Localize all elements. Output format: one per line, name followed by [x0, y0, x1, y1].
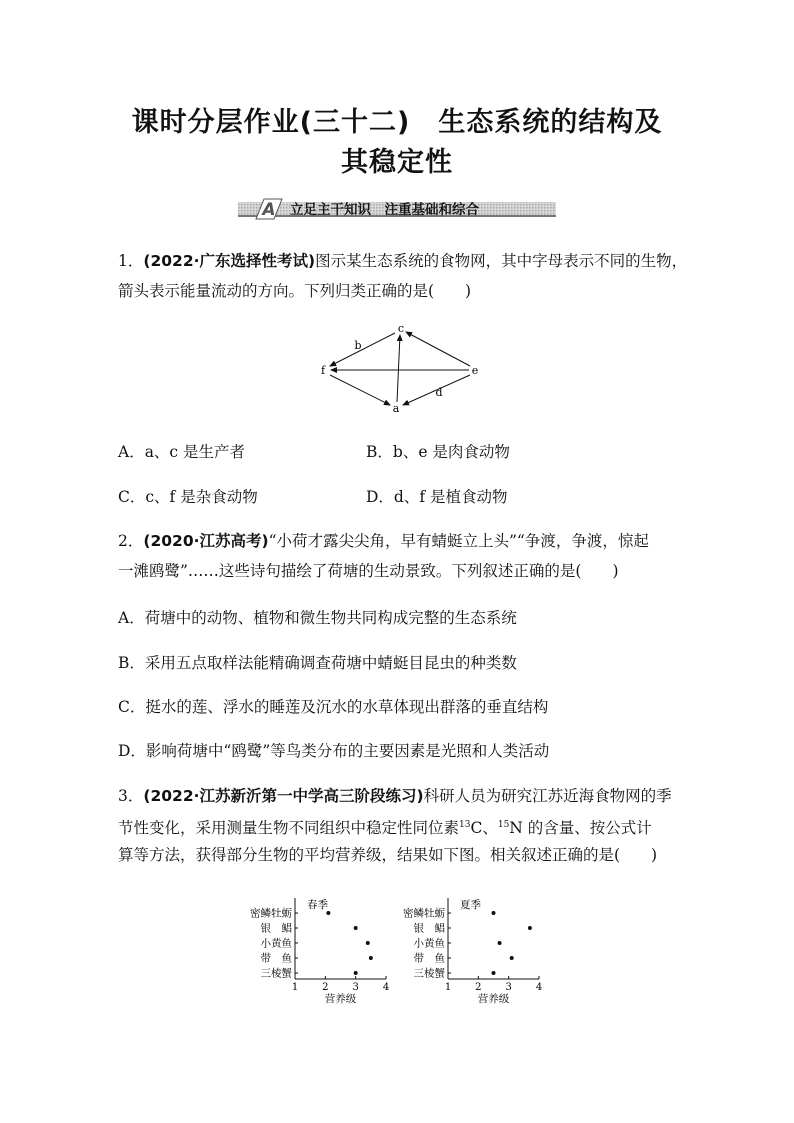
data-point — [510, 956, 514, 960]
x-tick-label: 3 — [352, 982, 359, 993]
q2-line2: 一滩鸥鹭”……这些诗句描绘了荷塘的生动景致。下列叙述正确的是( ) — [118, 562, 619, 580]
q3-line2: 节性变化，采用测量生物不同组织中稳定性同位素$^{13}$C、$^{15}$N 的含量、按公式计 — [118, 819, 652, 838]
data-point — [366, 941, 370, 945]
category-label: 密鳞牡蛎 — [403, 907, 445, 920]
q2-option-a[interactable]: A．荷塘中的动物、植物和微生物共同构成完整的生态系统 — [118, 609, 517, 627]
node-f: f — [320, 364, 326, 377]
node-c: c — [397, 322, 405, 335]
data-point — [498, 941, 502, 945]
x-tick-label: 4 — [382, 982, 390, 993]
banner-letter: A — [262, 200, 276, 220]
category-label: 三棱蟹 — [260, 967, 292, 980]
category-label: 银 鲳 — [260, 922, 292, 935]
category-label: 三棱蟹 — [413, 967, 445, 980]
q1-line1: 1．(2022·广东选择性考试)图示某生态系统的食物网，其中字母表示不同的生物， — [118, 252, 688, 270]
page-title-line2: 其稳定性 — [341, 147, 453, 178]
x-tick-label: 1 — [291, 982, 299, 993]
x-tick-label: 2 — [475, 982, 482, 993]
q1-option-c[interactable]: C．c、f 是杂食动物 — [118, 488, 258, 506]
data-point — [354, 926, 358, 930]
data-point — [492, 911, 496, 915]
data-point — [326, 911, 330, 915]
x-tick-label: 1 — [444, 982, 452, 993]
category-label: 带 鱼 — [260, 952, 292, 965]
q1-option-a[interactable]: A．a、c 是生产者 — [118, 443, 246, 461]
q2-option-d[interactable]: D．影响荷塘中“鸥鹭”等鸟类分布的主要因素是光照和人类活动 — [118, 742, 550, 760]
q1-option-d[interactable]: D．d、f 是植食动物 — [366, 488, 508, 506]
x-axis-label: 营养级 — [324, 993, 357, 1005]
food-web-diagram — [310, 322, 490, 414]
q2-option-c[interactable]: C．挺水的莲、浮水的睡莲及沉水的水草体现出群落的垂直结构 — [118, 698, 549, 716]
q2-line1: 2．(2020·江苏高考)“小荷才露尖尖角，早有蜻蜓立上头”“争渡，争渡，惊起 — [118, 532, 649, 550]
x-tick-label: 2 — [322, 982, 329, 993]
x-tick-label: 3 — [505, 982, 512, 993]
data-point — [369, 956, 373, 960]
node-e: e — [471, 364, 479, 377]
section-banner — [238, 198, 556, 220]
banner-text: 立足主干知识 注重基础和综合 — [290, 202, 479, 218]
chart-title: 夏季 — [460, 899, 481, 911]
data-point — [492, 971, 496, 975]
x-axis-label: 营养级 — [477, 993, 510, 1005]
q1-option-b[interactable]: B．b、e 是肉食动物 — [366, 443, 510, 461]
category-label: 密鳞牡蛎 — [250, 907, 292, 920]
q1-line2: 箭头表示能量流动的方向。下列归类正确的是( ) — [118, 282, 472, 300]
node-b: b — [354, 339, 362, 352]
data-point — [528, 926, 532, 930]
chart-title: 春季 — [307, 899, 328, 911]
category-label: 银 鲳 — [413, 922, 445, 935]
node-d: d — [435, 386, 443, 399]
q2-option-b[interactable]: B．采用五点取样法能精确调查荷塘中蜻蜓目昆虫的种类数 — [118, 654, 517, 672]
category-label: 小黄鱼 — [413, 937, 445, 950]
q3-line1: 3．(2022·江苏新沂第一中学高三阶段练习)科研人员为研究江苏近海食物网的季 — [118, 787, 672, 805]
data-point — [354, 971, 358, 975]
x-tick-label: 4 — [535, 982, 543, 993]
q3-line3: 算等方法，获得部分生物的平均营养级，结果如下图。相关叙述正确的是( ) — [118, 846, 658, 864]
node-a: a — [392, 402, 400, 414]
trophic-level-charts — [238, 893, 558, 1013]
category-label: 带 鱼 — [413, 952, 445, 965]
category-label: 小黄鱼 — [260, 937, 292, 950]
page-title: 课时分层作业(三十二) 生态系统的结构及 — [131, 107, 663, 138]
